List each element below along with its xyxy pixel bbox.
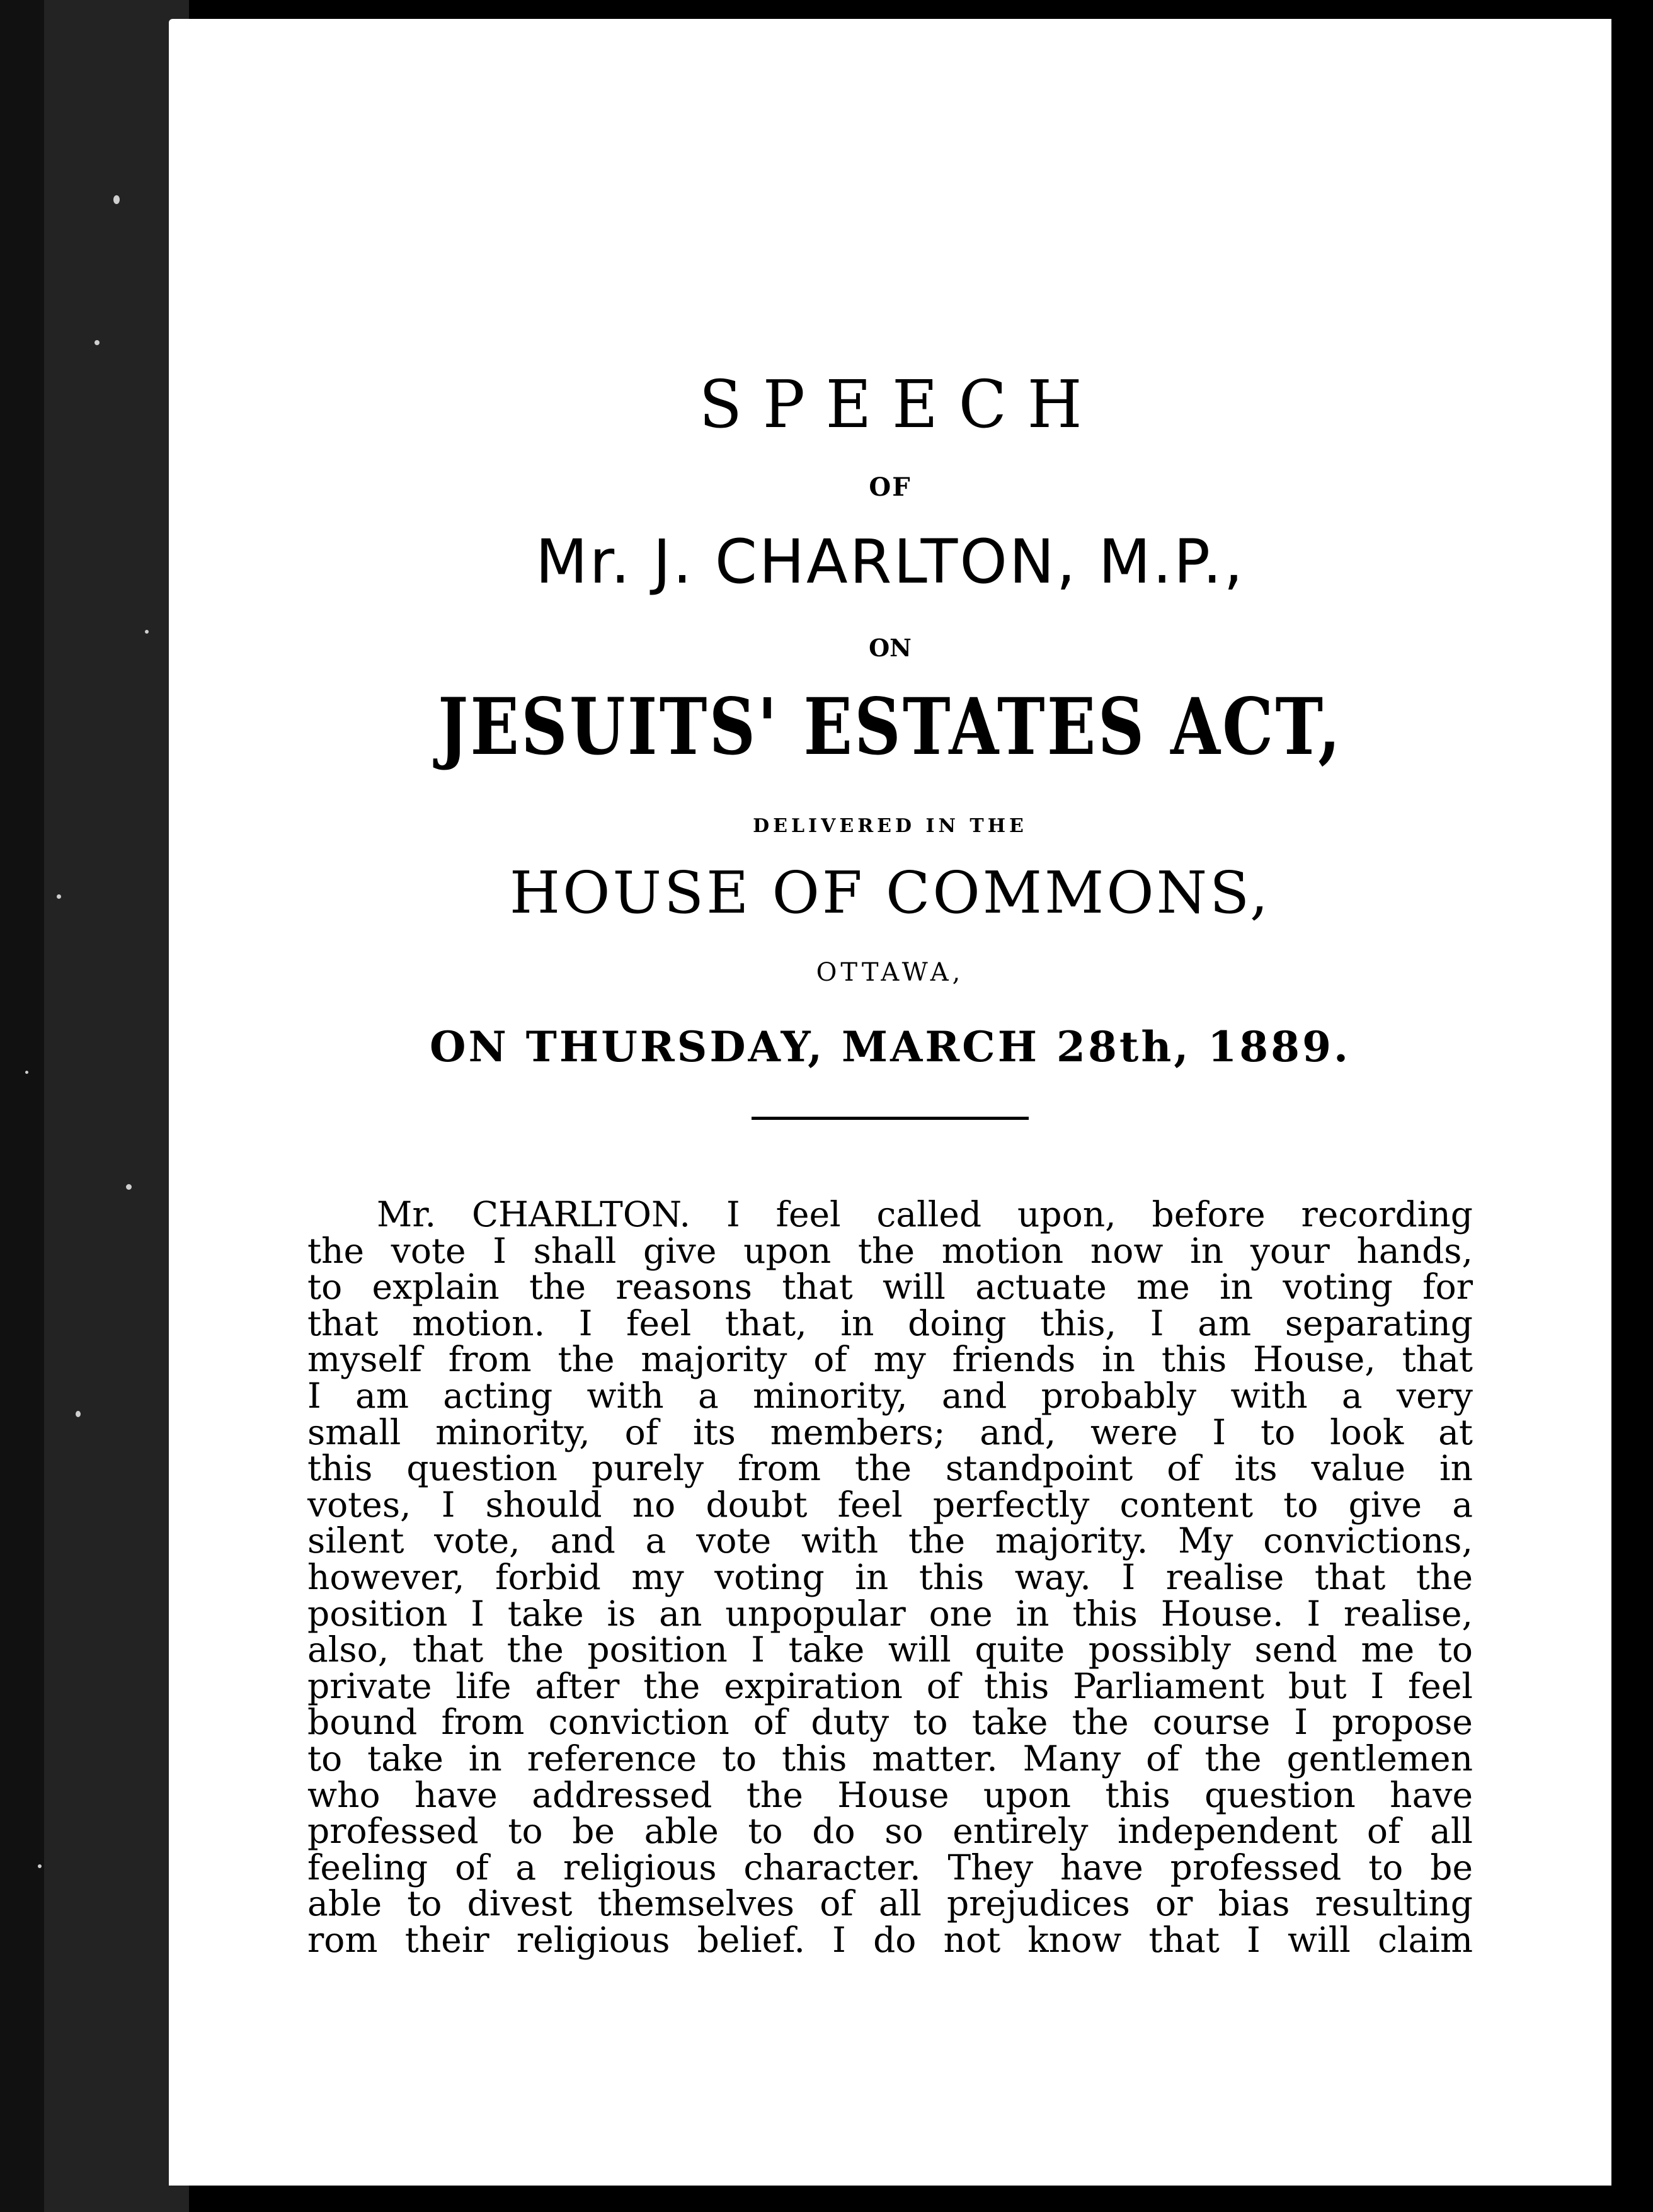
body-line: able to divest themselves of all prejudices or bias resulting	[307, 1883, 1473, 1924]
scan-speck	[25, 1071, 28, 1074]
body-line: professed to be able to do so entirely independent of all	[307, 1811, 1473, 1852]
scan-right-border	[1611, 0, 1653, 2212]
body-line: to explain the reasons that will actuate me in voting for	[307, 1267, 1473, 1308]
subject-title: JESUITS' ESTATES ACT,	[438, 681, 1342, 773]
scan-speck	[38, 1864, 42, 1868]
body-line: also, that the position I take will quite possibly send me to	[307, 1629, 1473, 1670]
body-line: however, forbid my voting in this way. I realise that the	[307, 1556, 1473, 1597]
scan-speck	[113, 195, 120, 204]
of-label: OF	[869, 472, 912, 502]
venue-title: HOUSE OF COMMONS,	[509, 859, 1271, 926]
body-line: myself from the majority of my friends in this House, that	[307, 1339, 1473, 1380]
scan-speck	[126, 1184, 132, 1190]
body-line: the vote I shall give upon the motion now in your hands,	[307, 1230, 1473, 1271]
body-line: feeling of a religious character. They have professed to be	[307, 1847, 1473, 1888]
body-line: small minority, of its members; and, were I to look at	[307, 1411, 1473, 1452]
body-line: who have addressed the House upon this question have	[307, 1774, 1473, 1815]
scan-speck	[145, 630, 149, 634]
body-line: bound from conviction of duty to take the course I propose	[307, 1702, 1473, 1743]
body-line: this question purely from the standpoint of its value in	[307, 1448, 1473, 1489]
speech-heading: SPEECH	[699, 366, 1103, 443]
scan-speck	[94, 340, 100, 345]
delivered-label: DELIVERED IN THE	[753, 815, 1027, 837]
title-block	[169, 366, 1611, 1120]
binding-strip	[0, 0, 44, 2212]
body-line: rom their religious belief. I do not know that I will claim	[307, 1919, 1473, 1960]
scanned-book-edge	[0, 0, 189, 2212]
body-line: votes, I should no doubt feel perfectly content to give a	[307, 1484, 1473, 1525]
scan-speck	[76, 1411, 81, 1417]
speaker-name: Mr. J. CHARLTON, M.P.,	[535, 527, 1245, 597]
on-label: ON	[869, 634, 912, 662]
divider-rule	[752, 1117, 1029, 1120]
body-line: private life after the expiration of this Parliament but I feel	[307, 1665, 1473, 1706]
body-line: Mr. CHARLTON. I feel called upon, before recording	[377, 1194, 1473, 1234]
body-line: that motion. I feel that, in doing this, I am separating	[307, 1303, 1473, 1343]
body-line: position I take is an unpopular one in this House. I realise,	[307, 1593, 1473, 1634]
scan-speck	[57, 894, 61, 899]
speech-body	[307, 1194, 1473, 1960]
speech-date: ON THURSDAY, MARCH 28th, 1889.	[430, 1022, 1351, 1071]
city-label: OTTAWA,	[816, 958, 964, 987]
body-line: I am acting with a minority, and probably with a very	[307, 1375, 1473, 1416]
body-line: to take in reference to this matter. Many of the gentlemen	[307, 1738, 1473, 1779]
body-line: silent vote, and a vote with the majority. My convictions,	[307, 1520, 1473, 1561]
document-page	[169, 19, 1611, 2186]
